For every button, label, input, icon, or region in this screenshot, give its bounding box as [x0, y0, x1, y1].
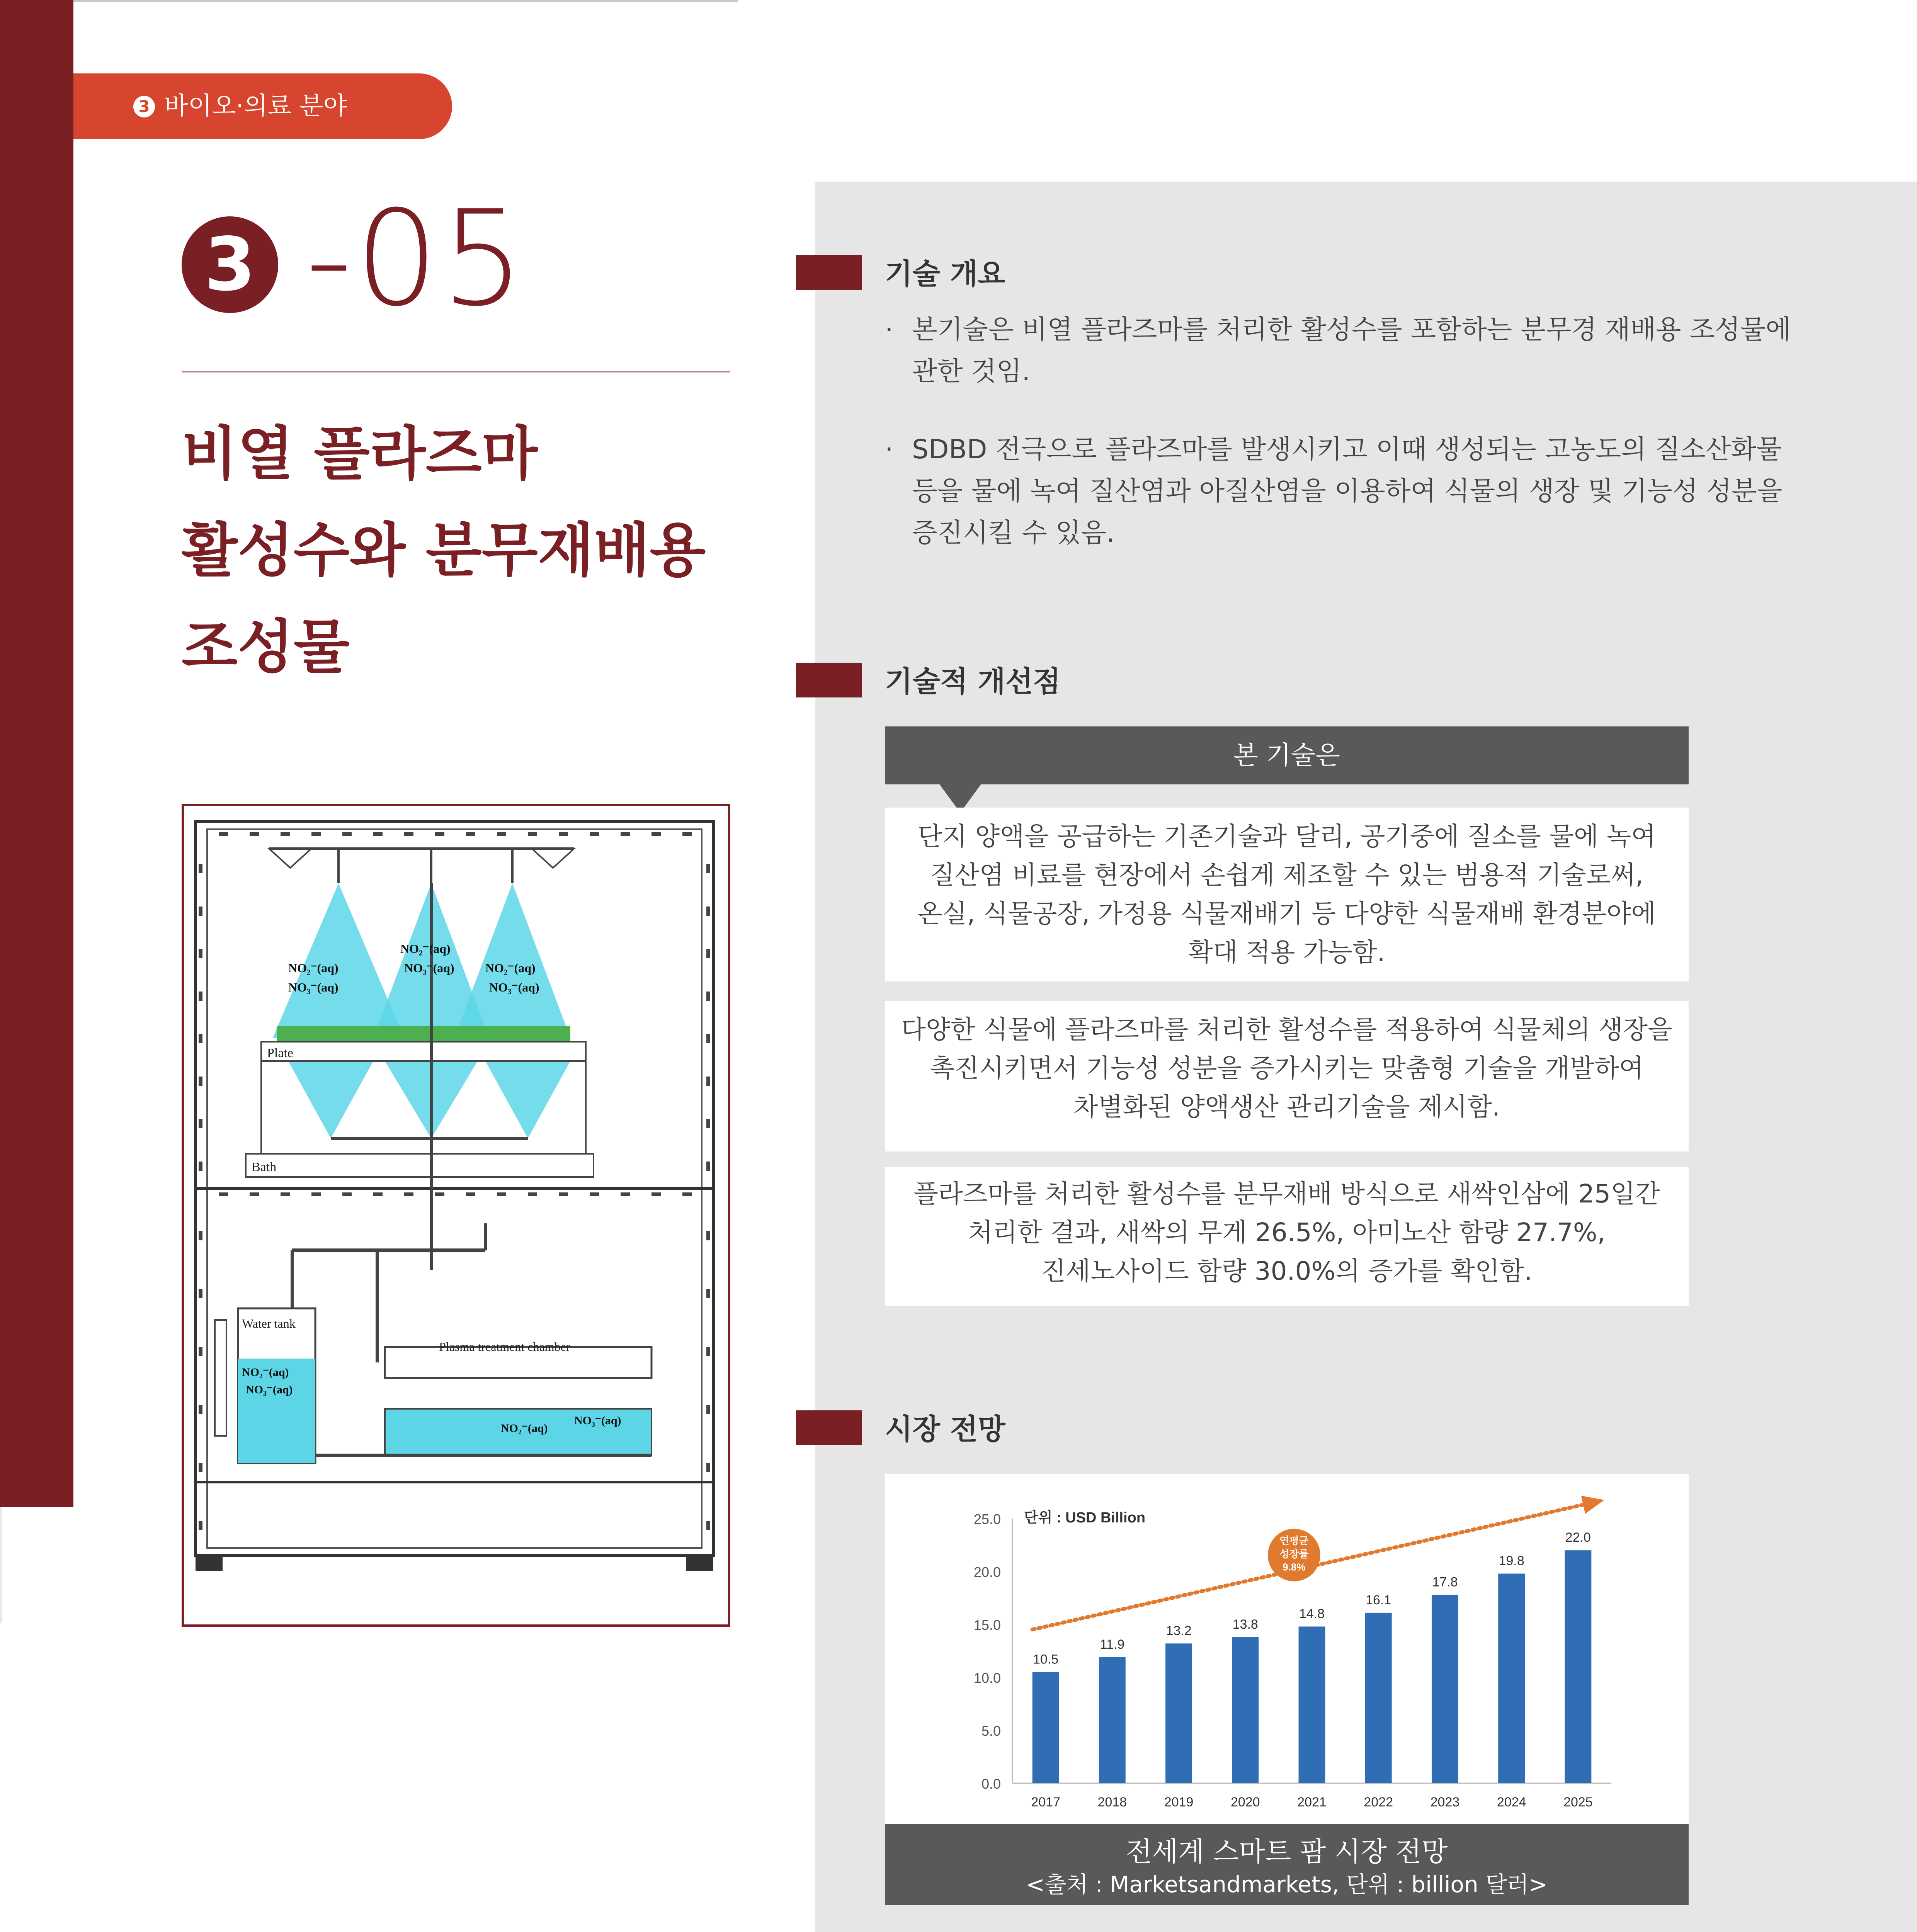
growth-rate-label: 성장률	[1279, 1548, 1309, 1560]
improvement-line: 진세노사이드 함량 30.0%의 증가를 확인함.	[1041, 1256, 1533, 1286]
x-tick-label: 2025	[1563, 1795, 1593, 1810]
bullet-line: 본기술은 비열 플라즈마를 처리한 활성수를 포함하는 분무경 재배용 조성물에	[912, 315, 1791, 345]
label-no2: NO₂⁻(aq)	[501, 1422, 548, 1435]
improvement-box	[885, 808, 1689, 981]
y-tick-label: 20.0	[973, 1564, 1001, 1580]
improvement-line: 온실, 식물공장, 가정용 식물재배기 등 다양한 식물재배 환경분야에	[917, 899, 1656, 929]
label-bath: Bath	[252, 1160, 277, 1174]
improvement-line: 처리한 결과, 새싹의 무게 26.5%, 아미노산 함량 27.7%,	[968, 1218, 1606, 1247]
bar-value-label: 14.8	[1299, 1606, 1325, 1621]
title-line: 조성물	[182, 614, 350, 681]
bar	[1032, 1672, 1059, 1783]
chart-caption	[885, 1824, 1689, 1905]
label-no3: NO₃⁻(aq)	[489, 980, 539, 994]
x-tick-label: 2019	[1164, 1795, 1194, 1810]
label-no3: NO₃⁻(aq)	[574, 1414, 621, 1427]
wheel	[196, 1556, 223, 1571]
bar	[1165, 1643, 1192, 1783]
title-line: 비열 플라즈마	[182, 420, 538, 488]
section-marker	[796, 663, 862, 697]
bar-value-label: 13.8	[1232, 1617, 1258, 1632]
improvement-line: 플라즈마를 처리한 활성수를 분무재배 방식으로 새싹인삼에 25일간	[913, 1179, 1660, 1209]
label-water-tank: Water tank	[242, 1316, 296, 1330]
bar-value-label: 17.8	[1432, 1575, 1458, 1590]
bar-value-label: 10.5	[1033, 1652, 1059, 1667]
system-diagram-svg	[184, 806, 728, 1624]
trend-arrow-head	[1581, 1496, 1604, 1514]
bar	[1565, 1550, 1591, 1783]
label-no2: NO₂⁻(aq)	[242, 1366, 289, 1379]
bar	[1299, 1626, 1325, 1783]
x-tick-label: 2020	[1230, 1795, 1260, 1810]
improvement-line: 질산염 비료를 현장에서 손쉽게 제조할 수 있는 범용적 기술로써,	[930, 860, 1644, 890]
y-tick-label: 25.0	[973, 1511, 1001, 1527]
label-no3: NO₃⁻(aq)	[246, 1383, 293, 1396]
mist-spray	[273, 883, 570, 1138]
label-no2: NO₂⁻(aq)	[288, 961, 338, 975]
x-tick-label: 2021	[1297, 1795, 1327, 1810]
item-code: -05	[305, 182, 527, 335]
section-number-badge: 3	[133, 96, 155, 117]
market-chart-svg	[885, 1474, 1689, 1824]
bullet-line: 증진시킬 수 있음.	[912, 518, 1115, 548]
bullet-dot: ·	[885, 434, 893, 465]
improvement-header: 본 기술은	[885, 726, 1689, 784]
plants	[277, 1026, 570, 1042]
overview-title: 기술 개요	[885, 257, 1005, 291]
bullet-line: 관한 것임.	[912, 356, 1030, 387]
x-tick-label: 2018	[1097, 1795, 1127, 1810]
improvement-line: 단지 양액을 공급하는 기존기술과 달리, 공기중에 질소를 물에 녹여	[917, 821, 1656, 851]
bar-value-label: 19.8	[1499, 1553, 1524, 1568]
improvement-line: 다양한 식물에 플라즈마를 처리한 활성수를 적용하여 식물체의 생장을	[901, 1015, 1672, 1044]
growth-rate-label: 연평균	[1279, 1535, 1309, 1547]
title-divider	[182, 371, 730, 372]
section-tab	[73, 73, 452, 139]
bar	[1498, 1573, 1525, 1783]
bar	[1365, 1613, 1392, 1783]
wheel	[686, 1556, 713, 1571]
bar-value-label: 16.1	[1366, 1592, 1391, 1607]
growth-rate-label: 9.8%	[1283, 1561, 1306, 1573]
y-tick-label: 10.0	[973, 1670, 1001, 1686]
improvement-box	[885, 1001, 1689, 1151]
bullet-text	[912, 429, 1917, 554]
left-divider	[0, 1507, 2, 1623]
label-plate: Plate	[267, 1046, 293, 1060]
title-line: 활성수와 분무재배용	[182, 517, 706, 584]
section-marker	[796, 255, 862, 290]
x-tick-label: 2017	[1031, 1795, 1060, 1810]
y-tick-label: 15.0	[973, 1617, 1001, 1633]
improvement-title: 기술적 개선점	[885, 665, 1061, 698]
x-tick-label: 2023	[1430, 1795, 1460, 1810]
item-number-badge: 3	[182, 216, 278, 313]
bullet-dot: ·	[885, 315, 893, 345]
chart-caption-title: 전세계 스마트 팜 시장 전망	[1126, 1836, 1448, 1867]
improvement-line: 촉진시키면서 기능성 성분을 증가시키는 맞춤형 기술을 개발하여	[930, 1053, 1644, 1083]
label-no2: NO₂⁻(aq)	[485, 961, 536, 975]
bar	[1232, 1637, 1259, 1783]
improvement-line: 차별화된 양액생산 관리기술을 제시함.	[1073, 1092, 1500, 1122]
improvement-box	[885, 1167, 1689, 1306]
bullet-text	[912, 309, 1917, 393]
market-chart	[885, 1474, 1689, 1824]
y-tick-label: 5.0	[981, 1723, 1001, 1739]
left-accent-bar	[0, 0, 73, 1507]
top-rule	[73, 0, 738, 2]
bar	[1432, 1595, 1458, 1783]
bullet-line: SDBD 전극으로 플라즈마를 발생시키고 이때 생성되는 고농도의 질소산화물	[912, 434, 1782, 465]
chart-caption-source: <출처 : Marketsandmarkets, 단위 : billion 달러>	[1026, 1871, 1548, 1898]
bullet-line: 등을 물에 녹여 질산염과 아질산염을 이용하여 식물의 생장 및 기능성 성분을	[912, 476, 1783, 507]
bar-value-label: 11.9	[1100, 1637, 1125, 1652]
bar	[1099, 1657, 1126, 1783]
section-marker	[796, 1410, 862, 1445]
x-tick-label: 2024	[1497, 1795, 1526, 1810]
system-diagram	[182, 804, 730, 1627]
label-no3: NO₃⁻(aq)	[288, 980, 338, 994]
label-no2: NO₂⁻(aq)	[400, 942, 451, 956]
market-title: 시장 전망	[885, 1413, 1005, 1446]
section-tab-label: 바이오·의료 분야	[164, 92, 347, 121]
y-tick-label: 0.0	[981, 1776, 1001, 1792]
improvement-line: 확대 적용 가능함.	[1188, 937, 1385, 967]
label-no3: NO₃⁻(aq)	[404, 961, 454, 975]
x-tick-label: 2022	[1364, 1795, 1393, 1810]
bar-value-label: 13.2	[1166, 1623, 1192, 1638]
label-plasma-chamber: Plasma treatment chamber	[439, 1340, 570, 1354]
page-title	[182, 406, 723, 696]
bar-value-label: 22.0	[1565, 1530, 1591, 1545]
chart-unit-label: 단위 : USD Billion	[1024, 1510, 1146, 1526]
